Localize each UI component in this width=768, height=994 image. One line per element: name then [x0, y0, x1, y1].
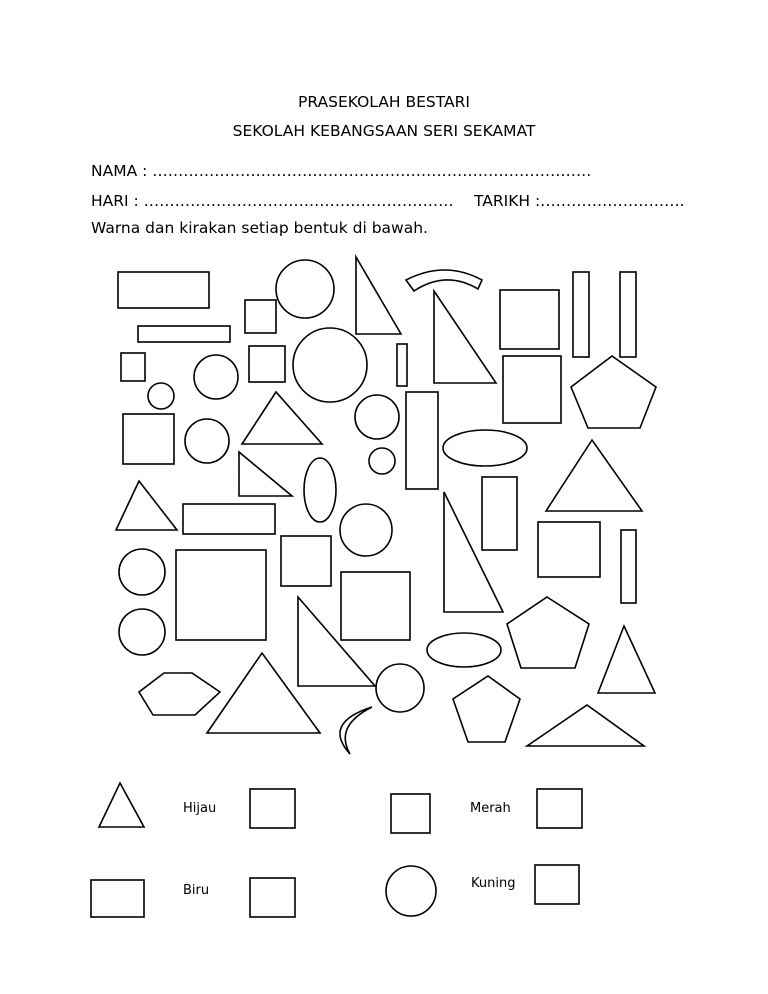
legend-label-biru: Biru — [183, 883, 210, 898]
legend-triangle-icon — [99, 783, 144, 827]
legend-label-kuning: Kuning — [471, 876, 516, 891]
tarikh-field: TARIKH :………………………. — [474, 192, 685, 210]
legend-square-icon — [391, 794, 430, 833]
legend-answer-box — [250, 878, 295, 917]
hari-field: HARI : …………………………………………………… — [91, 192, 454, 210]
legend-answer-box — [537, 789, 582, 828]
instruction-text: Warna dan kirakan setiap bentuk di bawah. — [91, 219, 428, 237]
legend-label-merah: Merah — [470, 801, 511, 816]
school-name: SEKOLAH KEBANGSAAN SERI SEKAMAT — [232, 122, 536, 140]
nama-field: NAMA : …………………………………………………………………………. — [91, 162, 592, 180]
school-title: PRASEKOLAH BESTARI — [298, 93, 470, 111]
legend-rectangle-icon — [91, 880, 144, 917]
legend-label-hijau: Hijau — [183, 801, 217, 816]
legend-answer-box — [250, 789, 295, 828]
legend-circle-icon — [386, 866, 436, 916]
legend-answer-box — [535, 865, 579, 904]
